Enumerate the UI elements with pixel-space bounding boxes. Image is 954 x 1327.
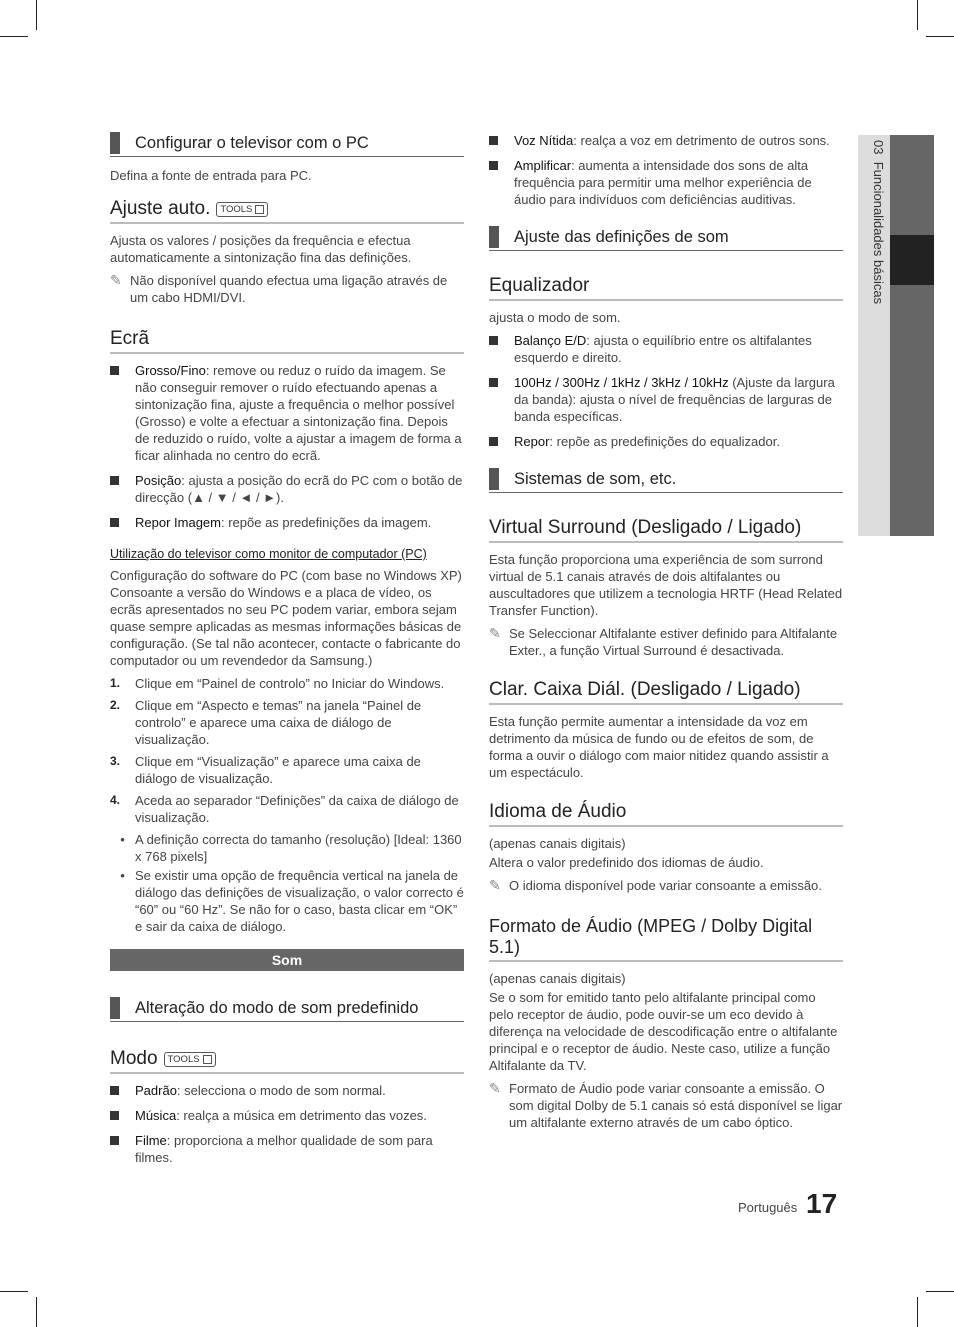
- virtual-surround-note: ✎ Se Seleccionar Altifalante estiver definido para Altifalante Exter., a função Virtual Surround é desactivada.: [489, 625, 838, 658]
- left-column: [110, 132, 464, 1174]
- crop-mark: [917, 0, 918, 30]
- crop-mark: [36, 1297, 37, 1327]
- step-item: 1. Clique em “Painel de controlo” no Iniciar do Windows.: [110, 676, 445, 691]
- formato-heading: Formato de Áudio (MPEG / Dolby Digital 5.1): [489, 916, 843, 962]
- formato-subtitle: (apenas canais digitais): [489, 971, 626, 986]
- idioma-note: ✎ O idioma disponível pode variar consoante a emissão.: [489, 877, 822, 893]
- subsection-som: Alteração do modo de som predefinido: [110, 997, 464, 1022]
- virtual-surround-heading: Virtual Surround (Desligado / Ligado): [489, 517, 843, 543]
- formato-note: ✎ Formato de Áudio pode variar consoante a emissão. O som digital Dolby de 5.1 canais só está disponível se ligar um altifalante externo através de um cabo óptico.: [489, 1080, 843, 1130]
- middle-column: [489, 132, 843, 1137]
- tools-icon: TOOLS: [216, 202, 268, 217]
- section-band-som: Som: [110, 949, 464, 971]
- pencil-icon: ✎: [110, 272, 122, 288]
- chapter-number: 03: [871, 140, 886, 155]
- list-item: Amplificar: aumenta a intensidade dos sons de alta frequência para permitir uma melhor experiência de áudio para indivíduos com deficiências auditivas.: [489, 157, 843, 208]
- crop-mark: [917, 1297, 918, 1327]
- crop-mark: [926, 36, 954, 37]
- step-item: 4. Aceda ao separador “Definições” da caixa de diálogo de visualização.: [110, 793, 459, 825]
- list-item: Voz Nítida: realça a voz em detrimento de outros sons.: [489, 132, 843, 149]
- subsection-sistemas: Sistemas de som, etc.: [489, 468, 843, 493]
- side-tab-label: [866, 140, 886, 520]
- pencil-icon: ✎: [489, 625, 501, 641]
- bullet-item: • Se existir uma opção de frequência vertical na janela de diálogo das definições de visualização, o valor correcto é “60” ou “60 Hz”. Se não for o caso, basta clicar em “OK” e sair da caixa de diálogo.: [120, 868, 464, 934]
- equalizador-heading: Equalizador: [489, 275, 843, 301]
- ecra-heading: Ecrã: [110, 328, 464, 354]
- clar-description: Esta função permite aumentar a intensidade da voz em detrimento da música de fundo ou de efeitos de som, de forma a ouvir o diálogo com maior nitidez quando assistir a um espectáculo.: [489, 714, 829, 780]
- formato-description: Se o som for emitido tanto pelo altifalante principal como pelo receptor de áudio, pode ouvir-se um eco devido à diferença na velocidade de descodificação entre o altifalante principal e o receptor de áudio. Neste caso, utilize a função Altifalante da TV.: [489, 990, 838, 1073]
- crop-mark: [36, 0, 37, 30]
- side-tab-marker: [890, 235, 934, 285]
- modo-heading: Modo TOOLS: [110, 1048, 464, 1074]
- bullet-item: • A definição correcta do tamanho (resolução) [Ideal: 1360 x 768 pixels]: [120, 832, 462, 864]
- list-item: 100Hz / 300Hz / 1kHz / 3kHz / 10kHz (Ajuste da largura da banda): ajusta o nível de frequências de larguras de banda específicas.: [489, 374, 843, 425]
- list-item: Padrão: selecciona o modo de som normal.: [110, 1082, 464, 1099]
- crop-mark: [0, 1291, 28, 1292]
- pencil-icon: ✎: [489, 877, 501, 893]
- list-item: Filme: proporciona a melhor qualidade de som para filmes.: [110, 1132, 464, 1166]
- subsection-ajuste-som: Ajuste das definições de som: [489, 226, 843, 251]
- footer-language: Português: [738, 1200, 798, 1215]
- list-item: Repor: repõe as predefinições do equalizador.: [489, 433, 843, 450]
- monitor-heading: Utilização do televisor como monitor de computador (PC): [110, 547, 427, 561]
- crop-mark: [926, 1291, 954, 1292]
- pencil-icon: ✎: [489, 1080, 501, 1096]
- clar-heading: Clar. Caixa Diál. (Desligado / Ligado): [489, 679, 843, 705]
- step-item: 3. Clique em “Visualização” e aparece uma caixa de diálogo de visualização.: [110, 754, 421, 786]
- subsection-pc: Configurar o televisor com o PC: [110, 132, 464, 157]
- ajuste-note: ✎ Não disponível quando efectua uma ligação através de um cabo HDMI/DVI.: [110, 272, 448, 305]
- step-item: 2. Clique em “Aspecto e temas” na janela “Painel de controlo” e aparece uma caixa de diálogo de visualização.: [110, 698, 422, 747]
- page-number: 17: [806, 1188, 838, 1219]
- idioma-description: Altera o valor predefinido dos idiomas de áudio.: [489, 855, 764, 870]
- list-item: Posição: ajusta a posição do ecrã do PC com o botão de direcção (▲ / ▼ / ◄ / ►).: [110, 472, 464, 506]
- tools-icon: TOOLS: [164, 1052, 216, 1067]
- pc-description: Defina a fonte de entrada para PC.: [110, 168, 312, 183]
- monitor-description: Configuração do software do PC (com base no Windows XP) Consoante a versão do Windows e a placa de vídeo, os ecrãs apresentados no seu PC podem variar, embora sejam quase sempre aplicadas as mesmas informações básicas de configuração. (Se tal não acontecer, contacte o fabricante do computador ou um revendedor da Samsung.): [110, 568, 462, 668]
- virtual-surround-description: Esta função proporciona uma experiência de som surrond virtual de 5.1 canais através de dois altifalantes ou auscultadores que utilizem a tecnologia HRTF (Head Related Transfer Function).: [489, 552, 843, 618]
- list-item: Repor Imagem: repõe as predefinições da imagem.: [110, 514, 464, 531]
- equalizador-description: ajusta o modo de som.: [489, 310, 621, 325]
- list-item: Música: realça a música em detrimento das vozes.: [110, 1107, 464, 1124]
- idioma-subtitle: (apenas canais digitais): [489, 836, 626, 851]
- ajuste-heading: Ajuste auto. TOOLS: [110, 198, 464, 224]
- chapter-title: Funcionalidades básicas: [871, 161, 886, 305]
- list-item: Balanço E/D: ajusta o equilíbrio entre os altifalantes esquerdo e direito.: [489, 332, 843, 366]
- ajuste-description: Ajusta os valores / posições da frequência e efectua automaticamente a sintonização fina das definições.: [110, 233, 412, 265]
- list-item: Grosso/Fino: remove ou reduz o ruído da imagem. Se não conseguir remover o ruído efectuando apenas a sintonização fina, ajuste a frequência o melhor possível (Grosso) e volte a efectuar a sintonização fina. Depois de reduzido o ruído, volte a ajustar a imagem de forma a ficar alinhada no centro do ecrã.: [110, 362, 464, 464]
- side-tab-dark: [890, 135, 934, 536]
- crop-mark: [0, 36, 28, 37]
- idioma-heading: Idioma de Áudio: [489, 801, 843, 827]
